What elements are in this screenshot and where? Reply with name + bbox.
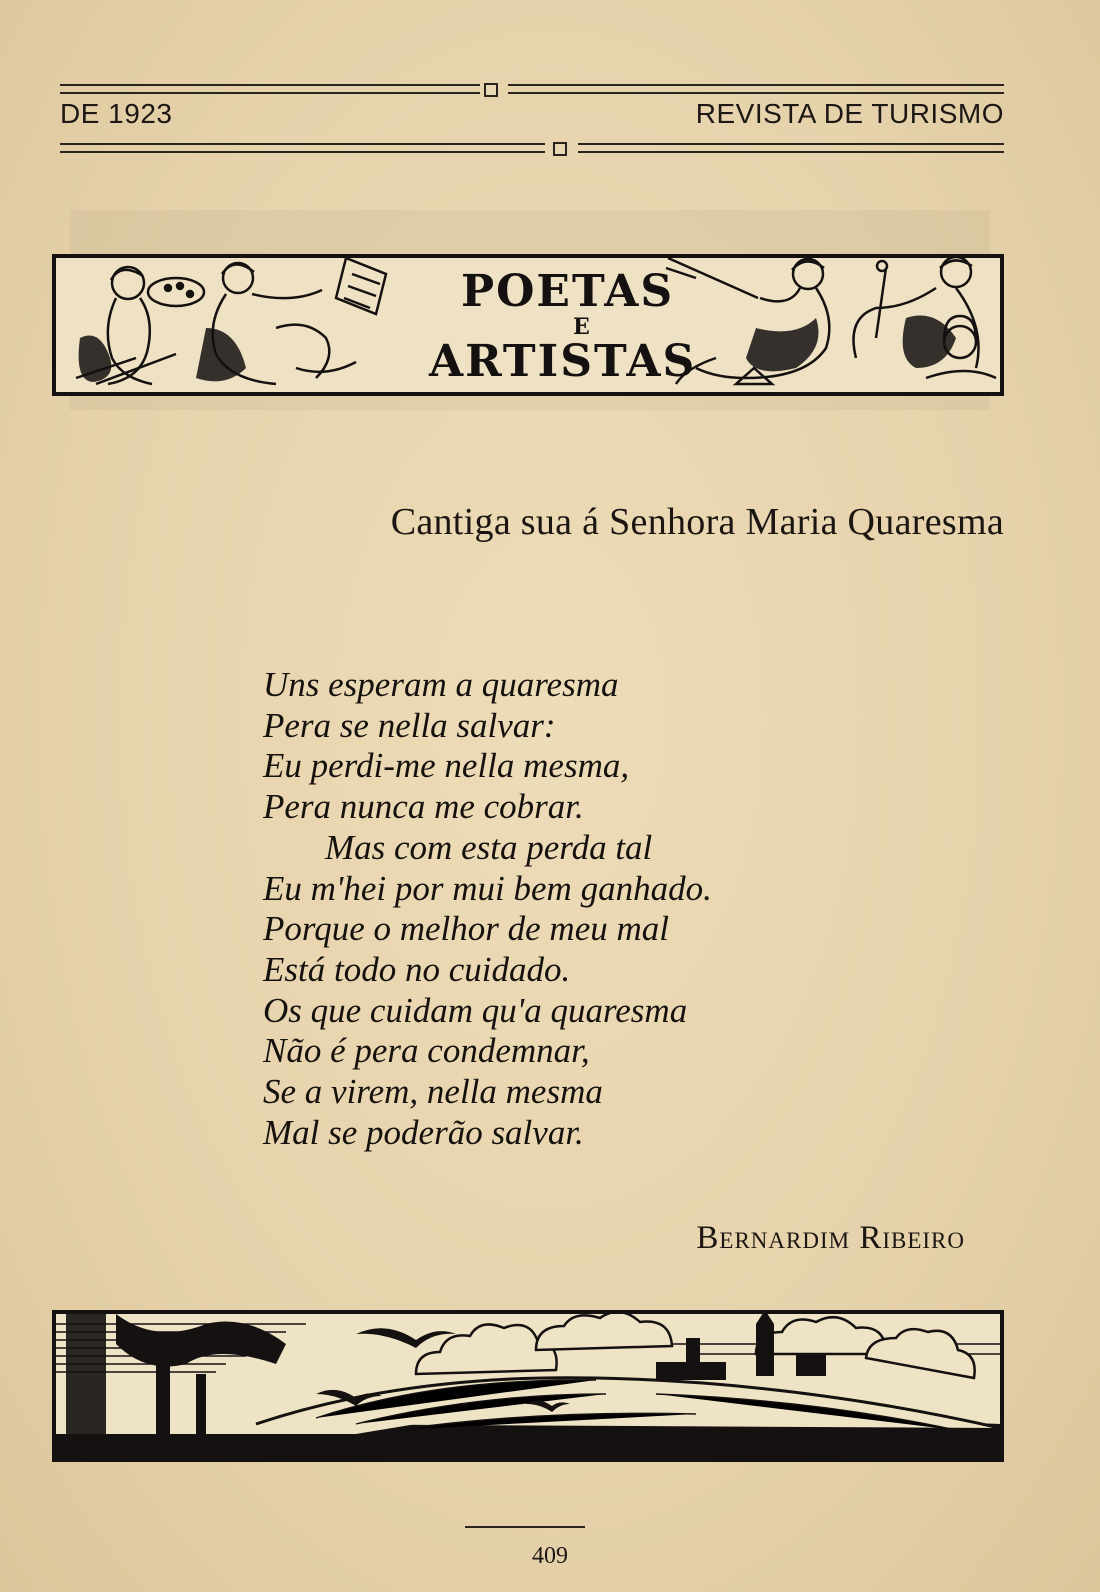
poem-line: Eu perdi-me nella mesma, xyxy=(263,746,630,786)
page-number: 409 xyxy=(532,1543,568,1569)
poem-line: Eu m'hei por mui bem ganhado. xyxy=(263,868,712,908)
page-number-rule xyxy=(465,1526,585,1528)
header-publication-title: REVISTA DE TURISMO xyxy=(695,98,1004,129)
poem-line: Não é pera condemnar, xyxy=(263,1031,590,1071)
poetas-artistas-banner xyxy=(52,254,1004,396)
banner-title-e: E xyxy=(573,314,590,340)
header-rule-bottom-right xyxy=(578,143,1004,153)
poem-line: Porque o melhor de meu mal xyxy=(263,909,669,949)
poem-line: Mas com esta perda tal xyxy=(325,827,653,867)
poem-author: Bernardim Ribeiro xyxy=(696,1220,965,1256)
poem-line: Mal se poderão salvar. xyxy=(263,1112,584,1152)
rule-ornament xyxy=(484,83,498,97)
poem-line: Os que cuidam qu'a quaresma xyxy=(263,990,688,1030)
poem-title: Cantiga sua á Senhora Maria Quaresma xyxy=(390,501,1004,543)
poem-line: Uns esperam a quaresma xyxy=(263,665,619,704)
landscape-vignette xyxy=(52,1310,1004,1462)
poem-line: Pera se nella salvar: xyxy=(263,705,556,745)
banner-title-poetas: POETAS xyxy=(461,266,675,317)
poem-line: Pera nunca me cobrar. xyxy=(263,787,584,827)
poem-body xyxy=(263,665,712,1153)
rule-ornament xyxy=(553,142,567,156)
header-rule-bottom xyxy=(60,143,545,153)
landscape-illustration xyxy=(56,1314,1000,1458)
banner-title-artistas: ARTISTAS xyxy=(429,336,697,387)
header-rule-top-right xyxy=(508,84,1004,94)
header-date: DE 1923 xyxy=(60,98,173,129)
header-rule-top xyxy=(60,84,480,94)
poem-line: Está todo no cuidado. xyxy=(263,949,571,989)
poem-line: Se a virem, nella mesma xyxy=(263,1072,603,1112)
